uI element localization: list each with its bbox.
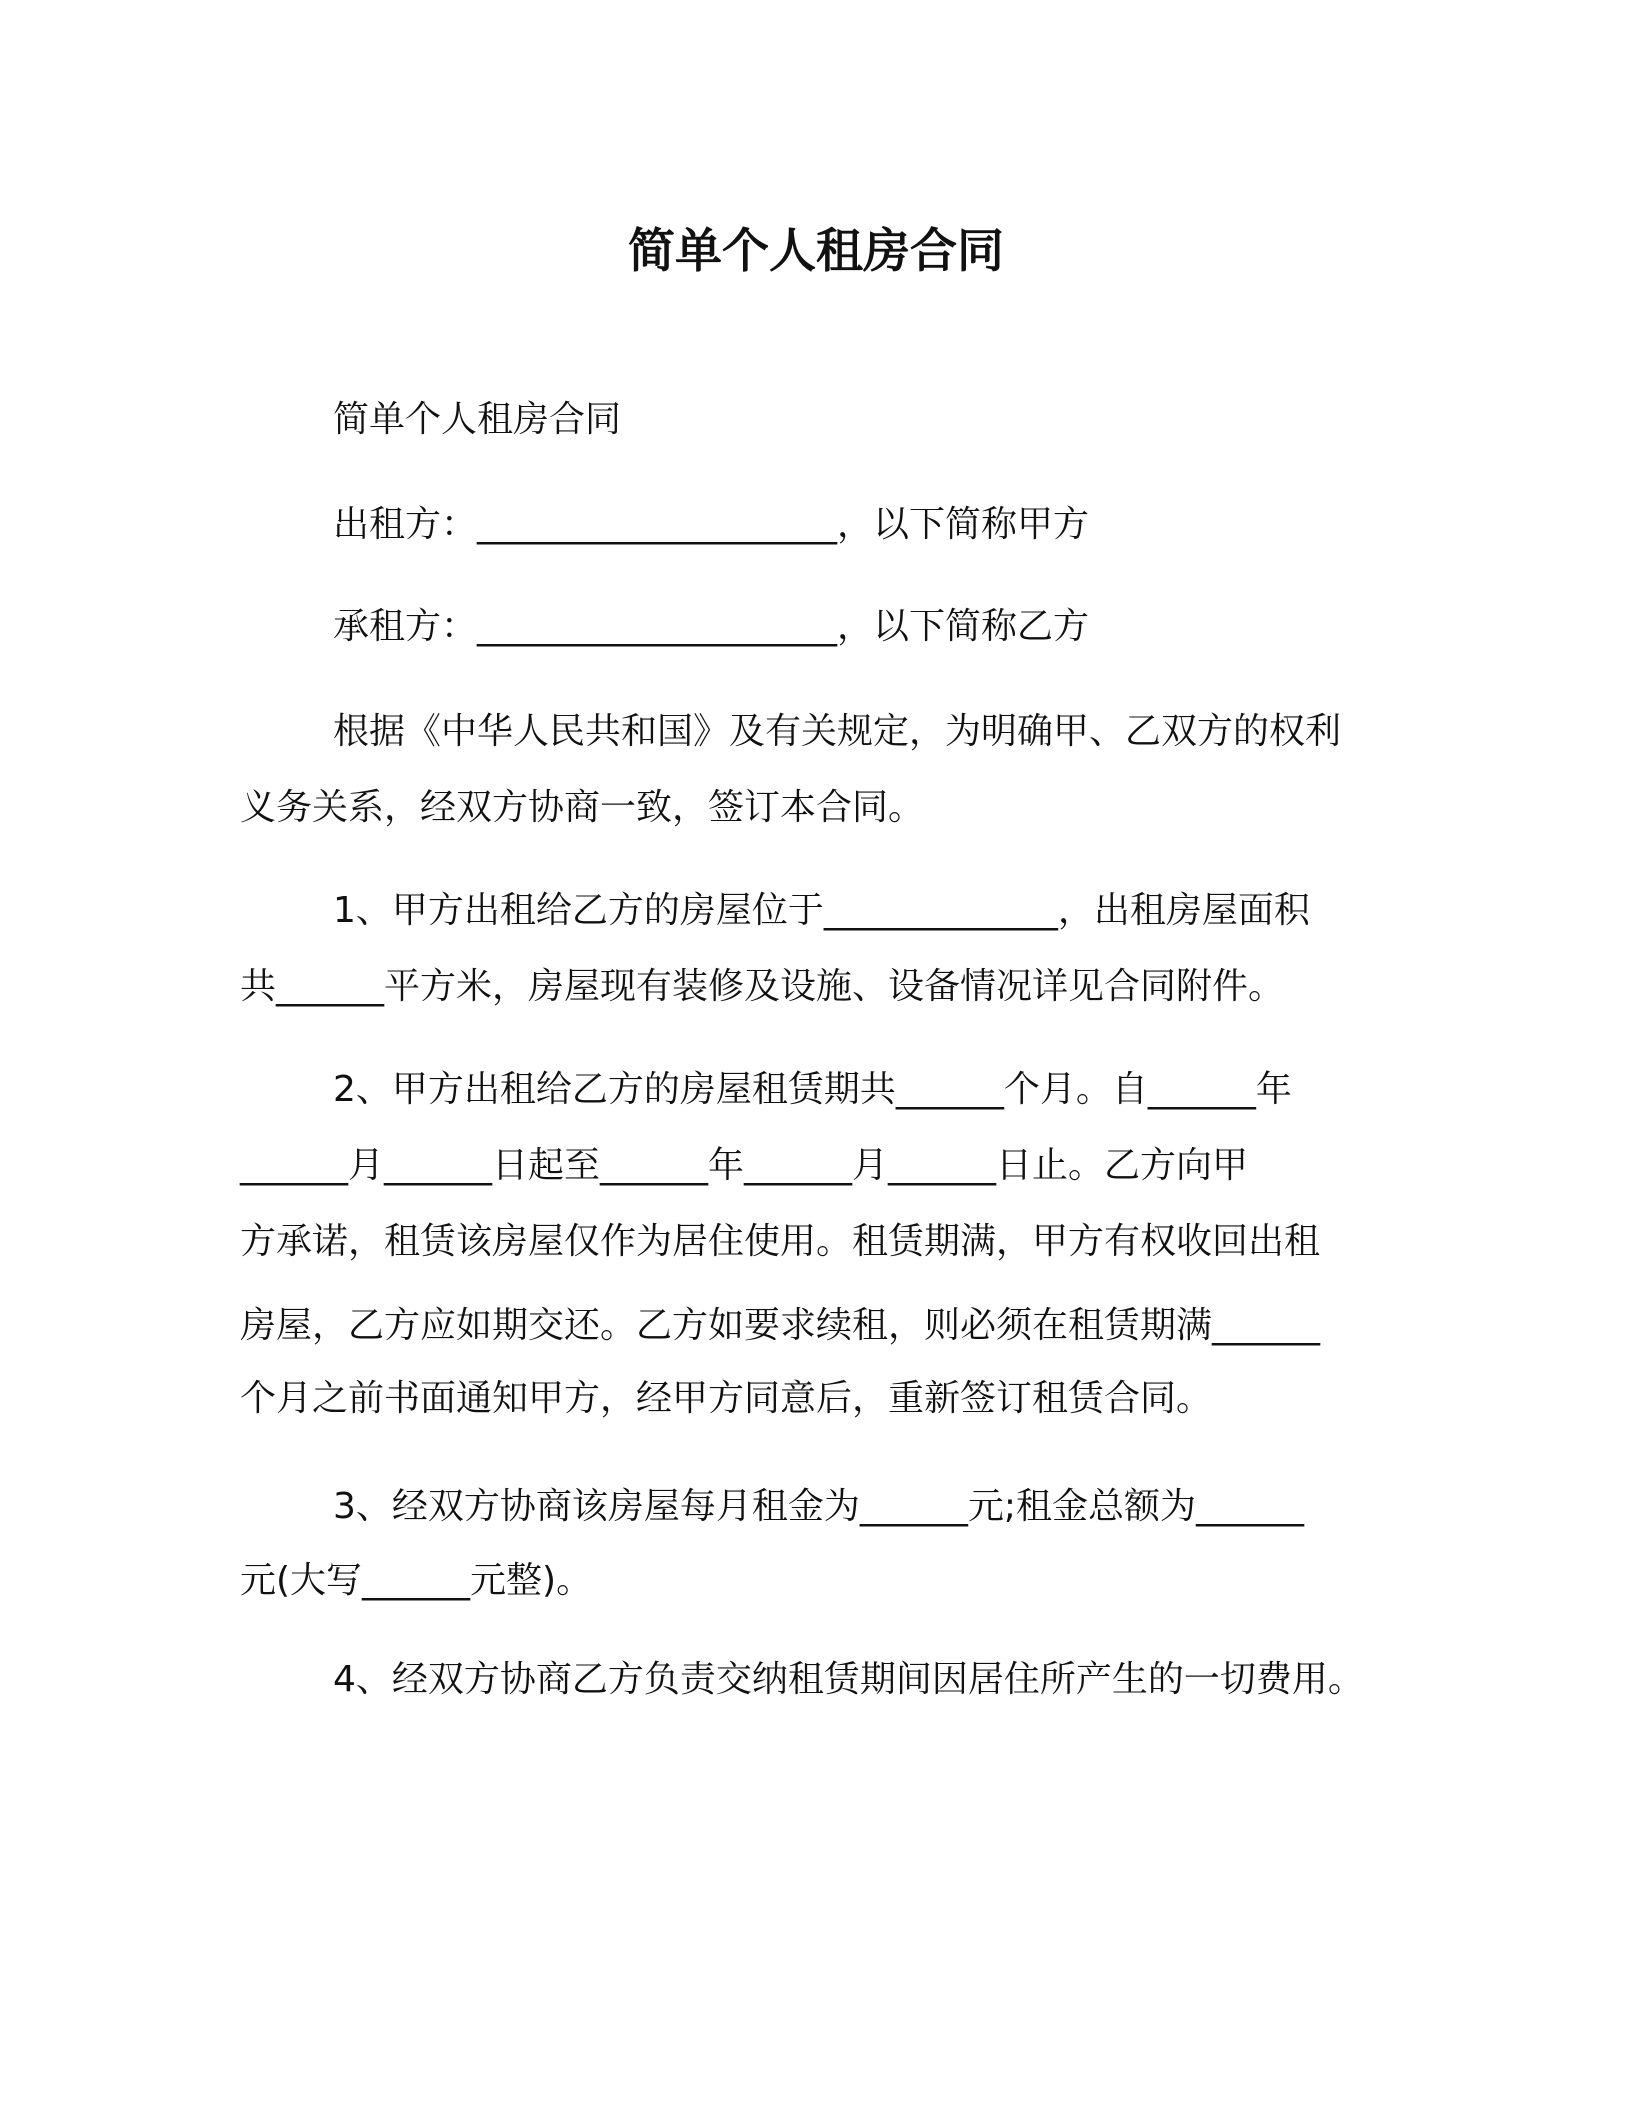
intro-line: 根据《中华人民共和国》及有关规定，为明确甲、乙双方的权利 [333, 711, 1342, 752]
clause-2-line: 方承诺，租赁该房屋仅作为居住使用。租赁期满，甲方有权收回出租 [240, 1221, 1321, 1262]
clause-1-line: 共______平方米，房屋现有装修及设施、设备情况详见合同附件。 [240, 966, 1285, 1007]
clause-3-line: 元(大写______元整)。 [240, 1560, 593, 1601]
lessor-line: 出租方：____________________，以下简称甲方 [333, 504, 1090, 545]
clause-2-line: 2、甲方出租给乙方的房屋租赁期共______个月。自______年 [333, 1069, 1292, 1110]
lessee-line: 承租方：____________________，以下简称乙方 [333, 606, 1090, 647]
subtitle: 简单个人租房合同 [333, 399, 622, 440]
clause-1-line: 1、甲方出租给乙方的房屋位于_____________，出租房屋面积 [333, 890, 1310, 931]
clause-4: 4、经双方协商乙方负责交纳租赁期间因居住所产生的一切费用。 [333, 1659, 1364, 1700]
clause-3-line: 3、经双方协商该房屋每月租金为______元;租金总额为______ [333, 1486, 1305, 1527]
clause-2-line: ______月______日起至______年______月______日止。乙方向甲 [240, 1145, 1249, 1186]
intro-line: 义务关系，经双方协商一致，签订本合同。 [240, 787, 925, 828]
document-title: 简单个人租房合同 [628, 224, 1004, 279]
clause-2-line: 个月之前书面通知甲方，经甲方同意后，重新签订租赁合同。 [240, 1378, 1213, 1419]
clause-2-line: 房屋，乙方应如期交还。乙方如要求续租，则必须在租赁期满______ [240, 1305, 1321, 1346]
